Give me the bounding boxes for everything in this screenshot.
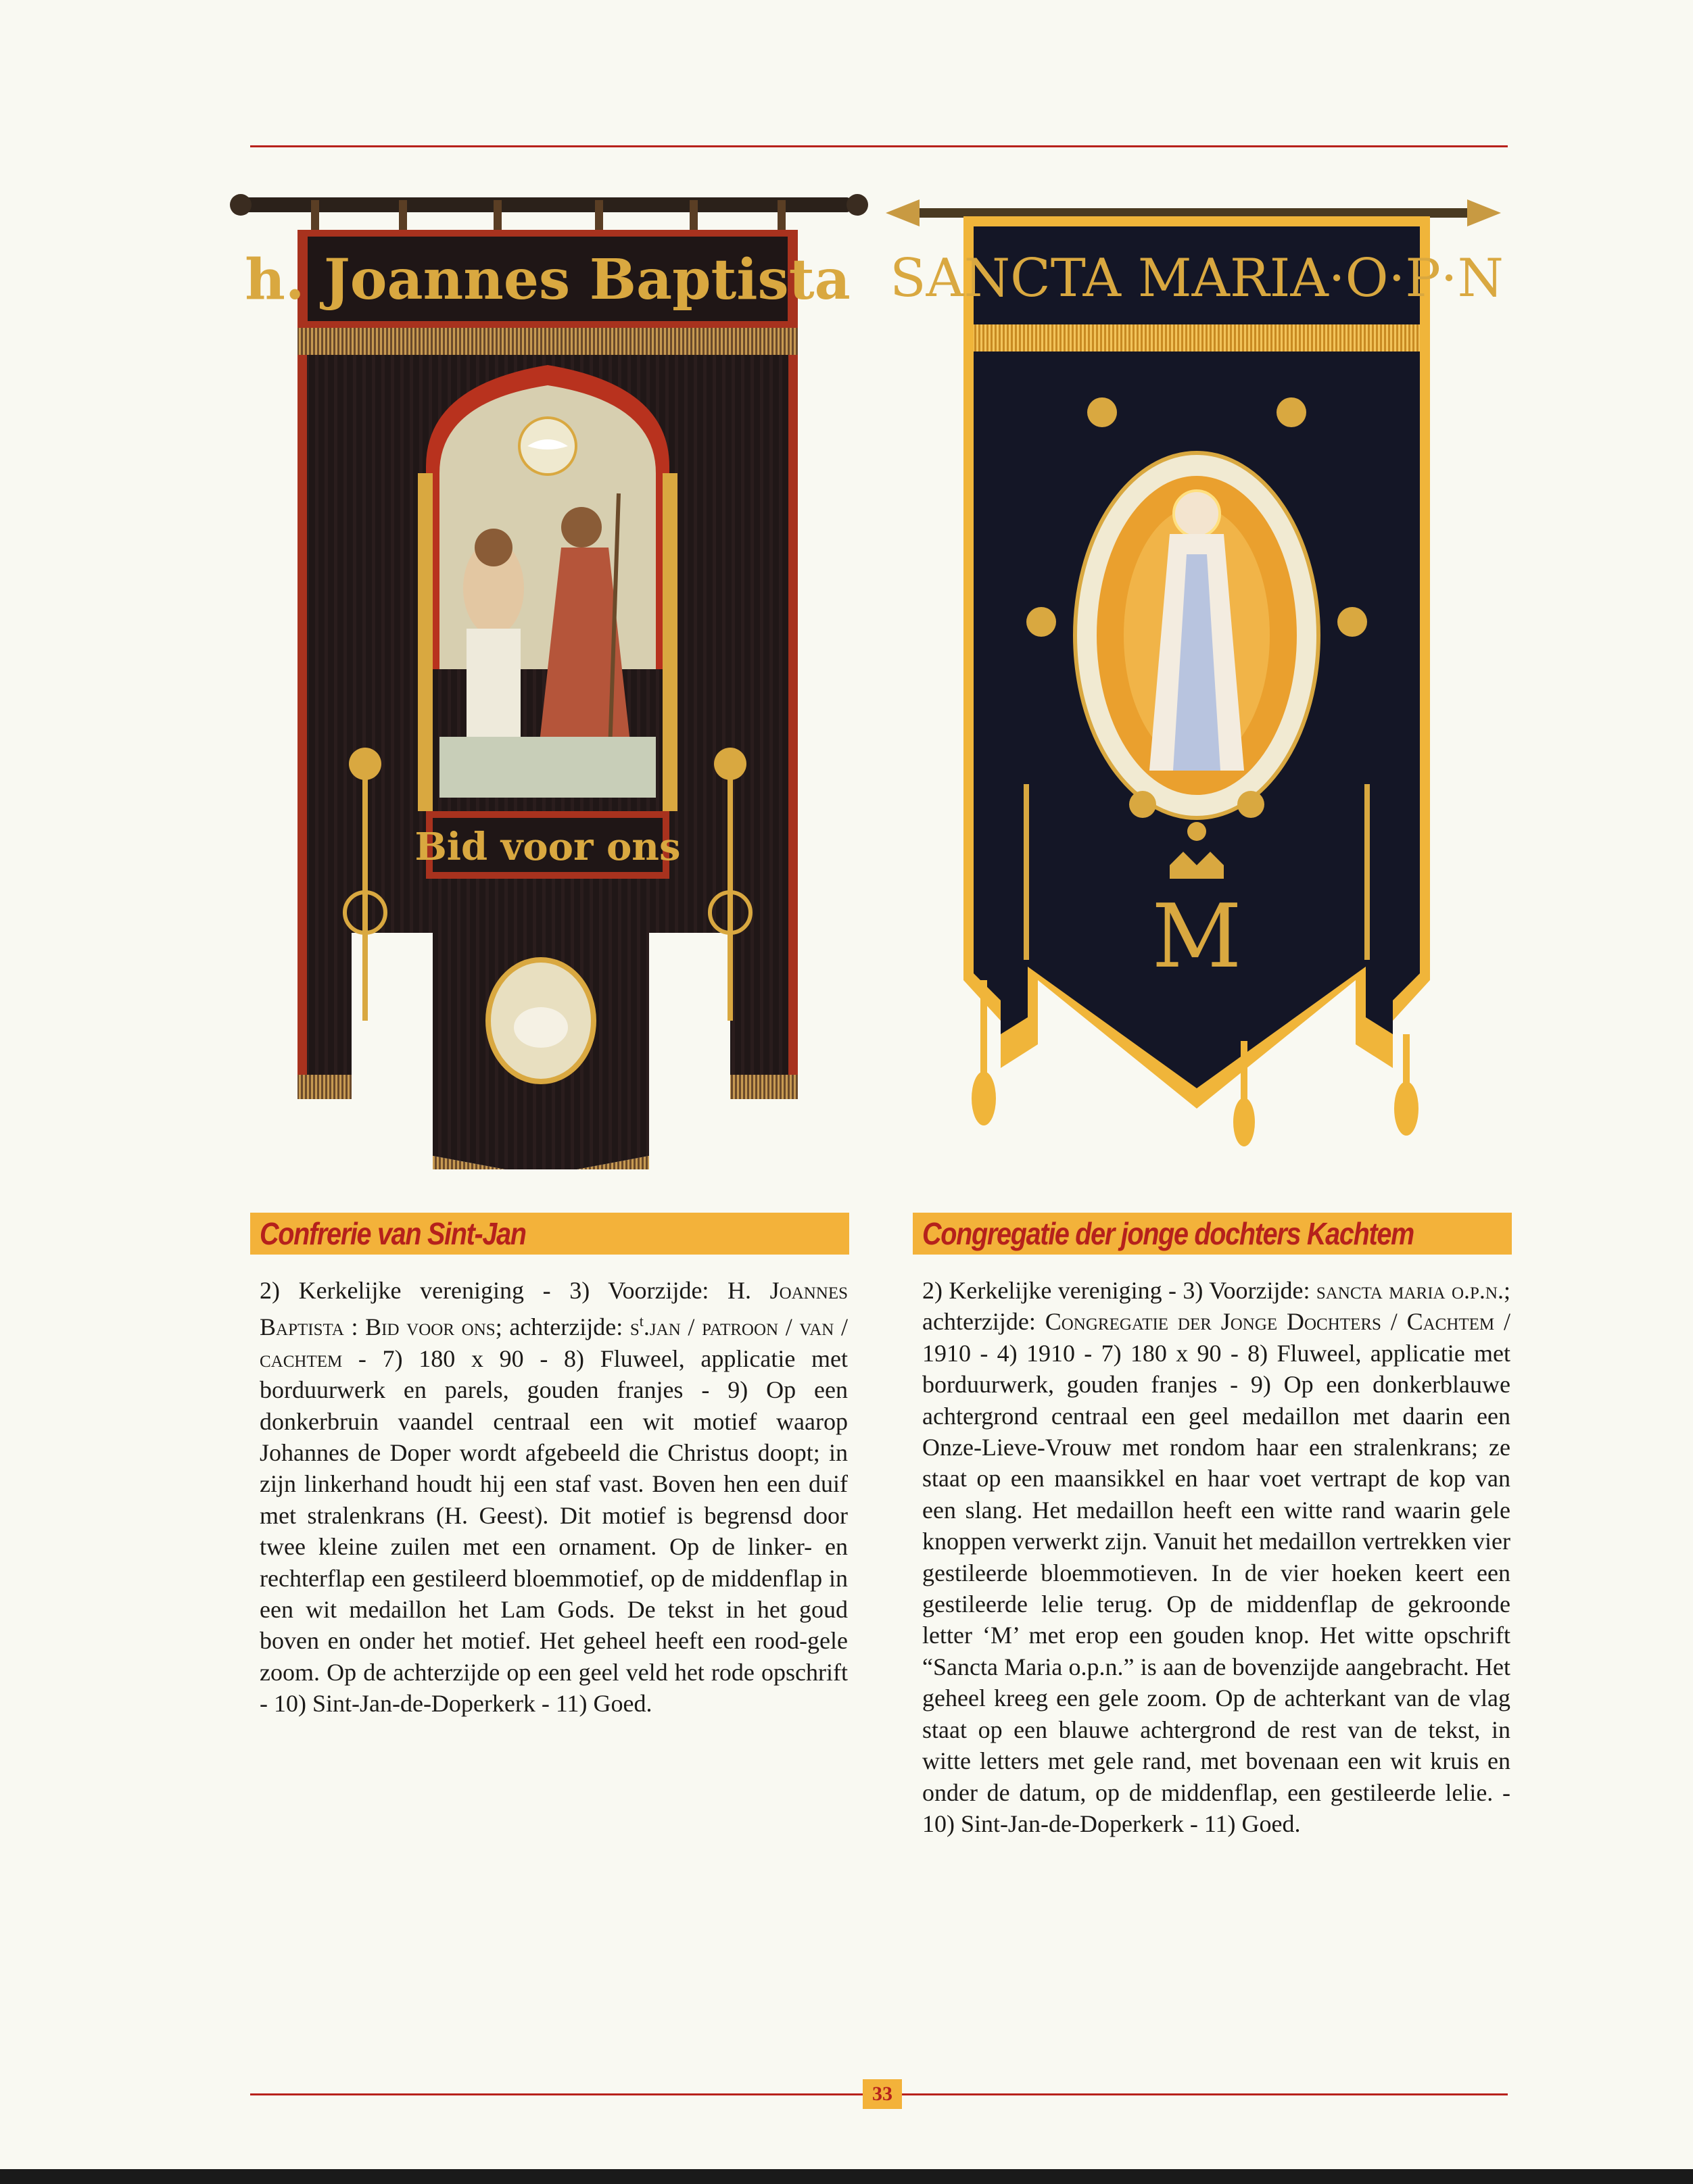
sc-run: sancta maria o.p.n. bbox=[1316, 1277, 1504, 1304]
sc-run: s bbox=[629, 1313, 640, 1341]
superscript-run: t bbox=[639, 1313, 644, 1330]
text-run: / 1910 - 4) 1910 - 7) 180 x 90 - 8) Fluweel, applicatie met borduurwerk, gouden franjes - 9) Op een donkerblauwe achtergrond centraal een geel medaillon met daarin een Onze-Lieve-Vrouw met rondom haar een stralenkrans; ze staat op een maansikkel en haar voet vertrapt de kop van een slang. Het medaillon heeft een witte rand waarin gele knoppen verwerkt zijn. Vanuit het medaillon vertrekken vier gestileerde bloemmotieven. In de vier hoeken keert een gestileerde lelie terug. Op de middenflap de gekroonde letter ‘M’ met erop een gouden knop. Het witte opschrift “Sancta Maria o.p.n.” is aan de bovenzijde aangebracht. Het geheel kreeg een gele zoom. Op de achterkant van de vlag staat op een blauwe achtergrond de rest van de tekst, in witte letters met gele rand, met bovenaan een wit kruis en onder de datum, op de middenflap, een gestileerde lelie. - 10) Sint-Jan-de-Doperkerk - 11) Goed. bbox=[922, 1308, 1510, 1837]
text-run: 2) Kerkelijke vereniging - 3) Voorzijde: bbox=[260, 1277, 728, 1304]
text-run: : bbox=[343, 1313, 366, 1341]
sc-run: Congregatie der Jonge Dochters / Cachtem bbox=[1045, 1308, 1495, 1336]
scan-edge bbox=[0, 2169, 1693, 2184]
banner-photo-sint-jan bbox=[230, 183, 872, 1169]
entry-heading-right bbox=[913, 1213, 1512, 1255]
top-rule bbox=[250, 145, 1508, 147]
footer-rule-left bbox=[250, 2093, 863, 2095]
footer-rule-right bbox=[902, 2093, 1508, 2095]
entry-title: Congregatie der jonge dochters Kachtem bbox=[922, 1216, 1414, 1251]
svg-text:M: M bbox=[1151, 885, 1242, 988]
banner-photo-sancta-maria bbox=[879, 189, 1508, 1176]
banner-top-inscription: h. Joannes Baptista bbox=[245, 247, 851, 312]
sc-run: H. Joannes bbox=[728, 1277, 848, 1304]
sc-run: Baptista bbox=[260, 1313, 344, 1341]
banner-bottom-inscription: Bid voor ons bbox=[414, 825, 681, 869]
sc-run: .jan / patroon / van / cachtem bbox=[260, 1313, 848, 1372]
text-run: ; achterzijde: bbox=[922, 1277, 1510, 1336]
banner-top-inscription: SANCTA MARIA·O·P·N bbox=[890, 248, 1504, 309]
entry-description-left bbox=[260, 1275, 848, 1720]
text-run: - 7) 180 x 90 - 8) Fluweel, applicatie met borduurwerk en parels, gouden franjes - 9) Op een donkerbruin vaandel centraal een wit motief waarop Johannes de Doper wordt afgebeeld die Christus doopt; in zijn linkerhand houdt hij een staf vast. Boven hen een duif met stralenkrans (H. Geest). Dit motief is begrensd door twee kleine zuilen met een ornament. Op de linker- en rechterflap een gestileerd bloemmotief, op de middenflap in een wit medaillon het Lam Gods. De tekst in het goud boven en onder het motief. Het geheel heeft een rood-gele zoom. Op de achterzijde op een geel veld het rode opschrift - 10) Sint-Jan-de-Doperkerk - 11) Goed. bbox=[260, 1344, 848, 1718]
text-run: 2) Kerkelijke vereniging - 3) Voorzijde: bbox=[922, 1277, 1316, 1304]
entry-title: Confrerie van Sint-Jan bbox=[260, 1216, 526, 1251]
page-number: 33 bbox=[863, 2079, 902, 2109]
entry-description-right bbox=[922, 1275, 1510, 1839]
sc-run: Bid voor ons bbox=[365, 1313, 496, 1341]
entry-heading-left bbox=[250, 1213, 849, 1255]
text-run: ; achterzijde: bbox=[495, 1313, 630, 1341]
